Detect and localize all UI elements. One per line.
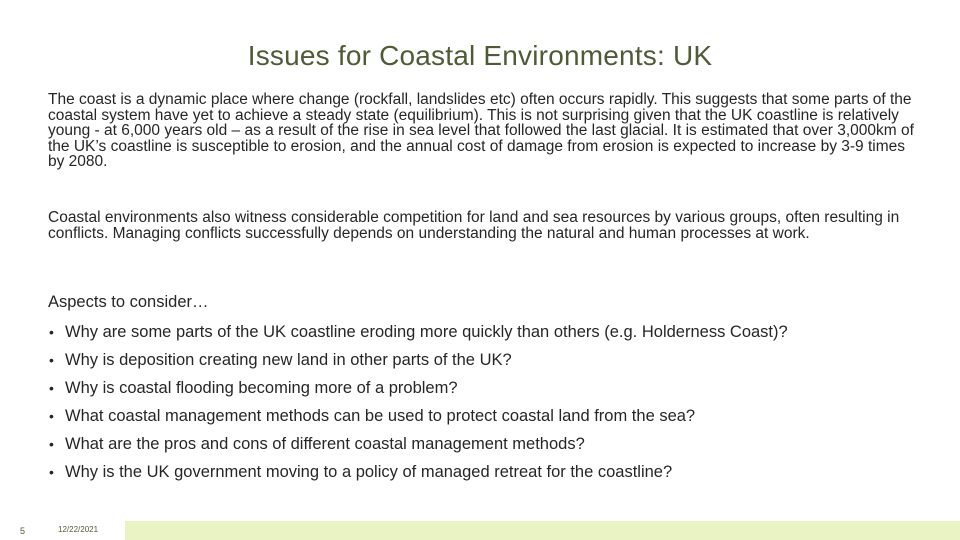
slide-title: Issues for Coastal Environments: UK bbox=[247, 40, 713, 71]
list-item-text: What are the pros and cons of different coastal management methods? bbox=[65, 435, 585, 453]
aspects-section bbox=[48, 290, 928, 486]
page-number: 5 bbox=[20, 526, 26, 536]
list-item bbox=[48, 430, 928, 458]
list-item-text: Why is coastal flooding becoming more of a problem? bbox=[65, 379, 458, 397]
bullet-icon: • bbox=[49, 324, 54, 340]
intro-paragraph: The coast is a dynamic place where change (rockfall, landslides etc) often occurs rapidly. This suggests that some parts of the coastal system have yet to achieve a steady state (equilibrium). This is not surprising given that the UK coastline is relatively young - at 6,000 years old – as a result of the rise in sea level that followed the last glacial. It is estimated that over 3,000km of the UK’s coastline is susceptible to erosion, and the annual cost of damage from erosion is expected to increase by 3-9 times by 2080. bbox=[48, 91, 914, 170]
list-item bbox=[48, 374, 928, 402]
list-item bbox=[48, 346, 928, 374]
bullet-icon: • bbox=[49, 352, 54, 368]
list-item-text: What coastal management methods can be used to protect coastal land from the sea? bbox=[65, 407, 696, 425]
bullet-icon: • bbox=[49, 408, 54, 424]
list-item bbox=[48, 402, 928, 430]
list-item-text: Why is deposition creating new land in other parts of the UK? bbox=[65, 351, 512, 369]
footer-date: 12/22/2021 bbox=[58, 525, 99, 534]
conflict-paragraph: Coastal environments also witness considerable competition for land and sea resources by various groups, often resulting in conflicts. Managing conflicts successfully depends on understanding the natural and human processes at work. bbox=[48, 209, 900, 242]
list-item-text: Why are some parts of the UK coastline eroding more quickly than others (e.g. Holderness Coast)? bbox=[65, 323, 788, 341]
aspects-heading: Aspects to consider… bbox=[48, 293, 209, 311]
list-item bbox=[48, 318, 928, 346]
list-item-text: Why is the UK government moving to a policy of managed retreat for the coastline? bbox=[65, 463, 673, 481]
bullet-icon: • bbox=[49, 380, 54, 396]
bullet-icon: • bbox=[49, 436, 54, 452]
list-item bbox=[48, 458, 928, 486]
aspects-list bbox=[48, 318, 928, 486]
bullet-icon: • bbox=[49, 464, 54, 480]
footer-bar bbox=[125, 521, 960, 540]
